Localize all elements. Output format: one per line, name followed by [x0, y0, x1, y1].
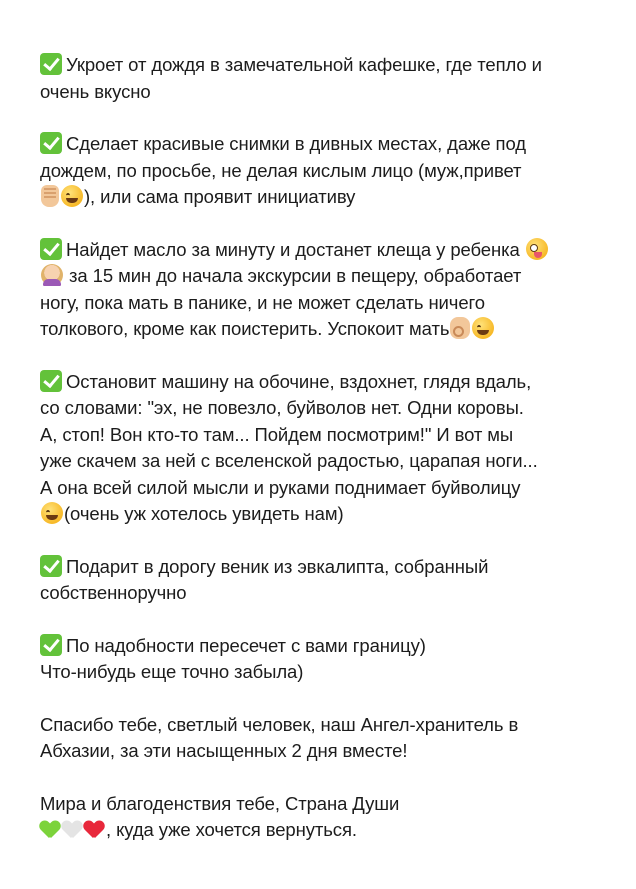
text-line: Остановит машину на обочине, вздохнет, глядя вдаль, [40, 369, 610, 396]
text-line: со словами: "эх, не повезло, буйволов нет. Одни коровы. [40, 397, 524, 418]
ok-hand-icon [450, 317, 470, 339]
text-line: уже скачем за ней с вселенской радостью, царапая ноги... [40, 450, 538, 471]
text-line: Спасибо тебе, светлый человек, наш Ангел-хранитель в [40, 713, 519, 735]
check-mark-icon [40, 555, 62, 577]
check-mark-icon [40, 370, 62, 392]
text-line: Что-нибудь еще точно забыла) [40, 661, 304, 682]
text-line: собственноручно [40, 582, 187, 603]
red-heart-icon [84, 821, 104, 839]
paragraph-photos [40, 131, 610, 211]
paragraph-broom [40, 554, 610, 607]
paragraph-border [40, 633, 610, 686]
text-line: (очень уж хотелось увидеть нам) [40, 501, 610, 528]
text-line: По надобности пересечет с вами границу) [40, 633, 610, 660]
text-line: Сделает красивые снимки в дивных местах, даже под [40, 131, 610, 158]
green-heart-icon [40, 821, 60, 839]
text-line: ), или сама проявит инициативу [40, 184, 610, 211]
text-line: Мира и благоденствия тебе, Страна Души [40, 792, 400, 814]
check-mark-icon [40, 132, 62, 154]
zany-face-icon [526, 238, 548, 260]
check-mark-icon [40, 238, 62, 260]
text-line: Подарит в дорогу веник из эвкалипта, собранный [40, 554, 610, 581]
text-line: Укроет от дождя в замечательной кафешке, где тепло и [40, 52, 610, 79]
paragraph-farewell [40, 791, 610, 844]
text-line: дождем, по просьбе, не делая кислым лицо (муж,привет [40, 159, 522, 181]
raised-hand-icon [41, 185, 59, 207]
post-text [40, 52, 610, 844]
text-line: толкового, кроме как поистерить. Успокоит мать [40, 316, 610, 343]
check-mark-icon [40, 634, 62, 656]
grinning-sweat-face-icon [472, 317, 494, 339]
paragraph-tick [40, 237, 610, 343]
white-heart-icon [62, 821, 82, 839]
grinning-sweat-face-icon [61, 185, 83, 207]
check-mark-icon [40, 53, 62, 75]
text-line: , куда уже хочется вернуться. [40, 817, 610, 844]
paragraph-thanks [40, 712, 610, 765]
text-line: за 15 мин до начала экскурсии в пещеру, обработает [40, 263, 610, 290]
paragraph-cafe [40, 52, 610, 105]
text-line: А она всей силой мысли и руками поднимает буйволицу [40, 476, 521, 498]
grinning-sweat-face-icon [41, 502, 63, 524]
text-line: Найдет масло за минуту и достанет клеща у ребенка [40, 237, 610, 264]
text-line: ногу, пока мать в панике, и не может сделать ничего [40, 291, 485, 313]
text-line: Абхазии, за эти насыщенных 2 дня вместе! [40, 740, 408, 761]
woman-icon [41, 264, 63, 286]
paragraph-buffalo [40, 369, 610, 528]
text-line: очень вкусно [40, 80, 151, 102]
text-line: А, стоп! Вон кто-то там... Пойдем посмотрим!" И вот мы [40, 423, 514, 445]
